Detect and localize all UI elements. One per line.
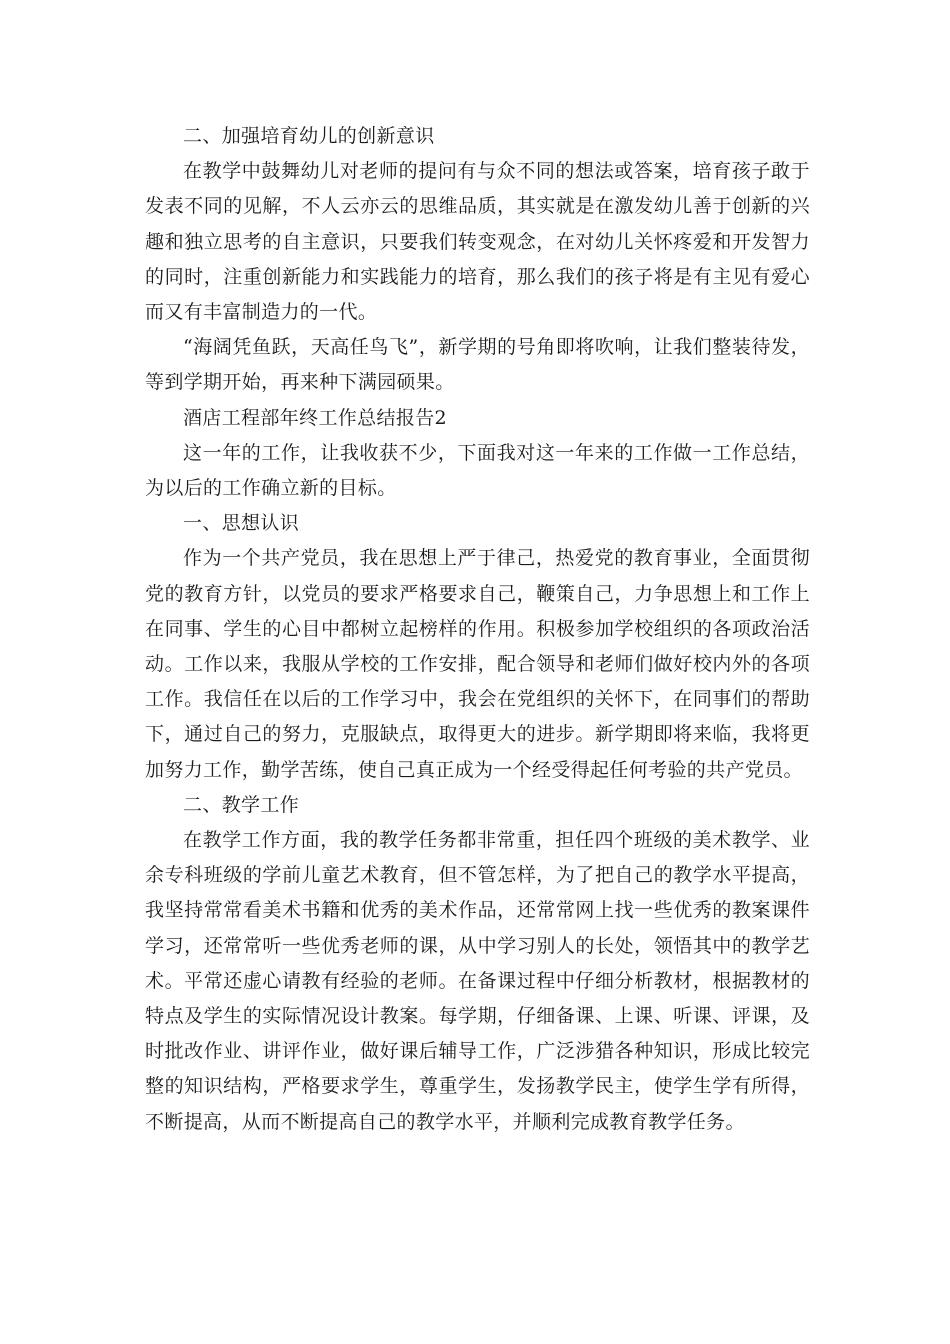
- paragraph-creativity: 在教学中鼓舞幼儿对老师的提问有与众不同的想法或答案，培育孩子敢于发表不同的见解，不人云亦云的思维品质，其实就是在激发幼儿善于创新的兴趣和独立思考的自主意识，只要我们转变观念，在对幼儿关怀疼爱和开发智力的同时，注重创新能力和实践能力的培育，那么我们的孩子将是有主见有爱心而又有丰富制造力的一代。: [145, 160, 810, 324]
- paragraph-new-term: “海阔凭鱼跃，天高任鸟飞”，新学期的号角即将吹响，让我们整装待发，等到学期开始，再来种下满园硕果。: [145, 336, 810, 394]
- paragraph-teaching: 在教学工作方面，我的教学任务都非常重，担任四个班级的美术教学、业余专科班级的学前儿童艺术教育，但不管怎样，为了把自己的教学水平提高，我坚持常常看美术书籍和优秀的美术作品，还常常网上找一些优秀的教案课件学习，还常常听一些优秀老师的课，从中学习别人的长处，领悟其中的教学艺术。平常还虚心请教有经验的老师。在备课过程中仔细分析教材，根据教材的特点及学生的实际情况设计教案。每学期，仔细备课、上课、听课、评课，及时批改作业、讲评作业，做好课后辅导工作，广泛涉猎各种知识，形成比较完整的知识结构，严格要求学生，尊重学生，发扬教学民主，使学生学有所得，不断提高，从而不断提高自己的教学水平，并顺利完成教育教学任务。: [145, 829, 810, 1133]
- section-heading-teaching: 二、教学工作: [183, 793, 300, 816]
- section-heading-creativity: 二、加强培育幼儿的创新意识: [183, 125, 435, 147]
- document-body: [145, 119, 810, 1140]
- paragraph-intro: 这一年的工作，让我收获不少，下面我对这一年来的工作做一工作总结，为以后的工作确立新的目标。: [145, 441, 810, 500]
- section-heading-ideology: 一、思想认识: [183, 512, 300, 535]
- report-title: 酒店工程部年终工作总结报告2: [183, 406, 447, 429]
- paragraph-ideology: 作为一个共产党员，我在思想上严于律己，热爱党的教育事业，全面贯彻党的教育方针，以党员的要求严格要求自己，鞭策自己，力争思想上和工作上在同事、学生的心目中都树立起榜样的作用。积极参加学校组织的各项政治活动。工作以来，我服从学校的工作安排，配合领导和老师们做好校内外的各项工作。我信任在以后的工作学习中，我会在党组织的关怀下，在同事们的帮助下，通过自己的努力，克服缺点，取得更大的进步。新学期即将来临，我将更加努力工作，勤学苦练，使自己真正成为一个经受得起任何考验的共产党员。: [145, 547, 810, 781]
